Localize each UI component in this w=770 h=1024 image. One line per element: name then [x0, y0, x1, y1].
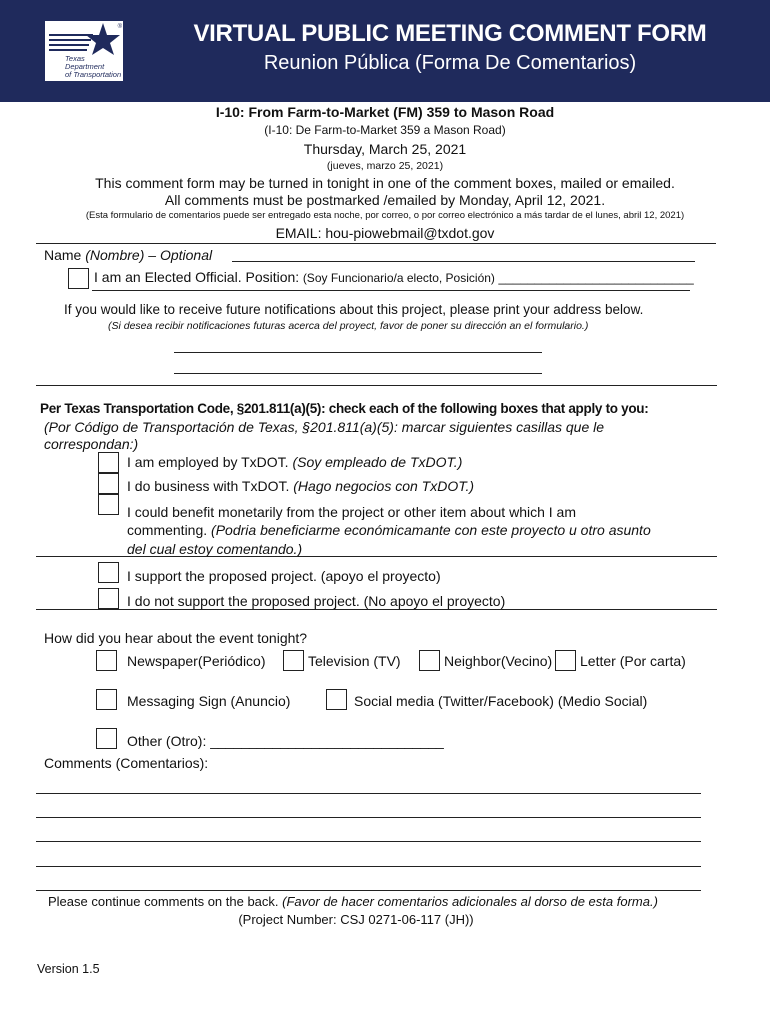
version-label: Version 1.5 [37, 962, 100, 976]
instructions-es: (Esta formulario de comentarios puede ser entregado esta noche, por correo, o por correo electrónico a más tardar de el lunes, abril 12, 2021) [85, 210, 685, 221]
other-checkbox[interactable] [96, 728, 117, 749]
television-checkbox[interactable] [283, 650, 304, 671]
txdot-logo [44, 20, 124, 82]
comment-input-line-2[interactable] [36, 817, 701, 818]
address-input-line-1[interactable] [174, 352, 542, 353]
comment-input-line-1[interactable] [36, 793, 701, 794]
employed-checkbox[interactable] [98, 452, 119, 473]
comment-input-line-5[interactable] [36, 890, 701, 891]
employed-label: I am employed by TxDOT. (Soy empleado de TxDOT.) [127, 454, 463, 470]
meeting-date-es: (jueves, marzo 25, 2021) [326, 160, 444, 172]
instructions-line-1: This comment form may be turned in tonight in one of the comment boxes, mailed or emailed. [95, 175, 675, 191]
project-title-es: (I-10: De Farm-to-Market 359 a Mason Road) [264, 123, 506, 137]
hear-question: How did you hear about the event tonight? [44, 630, 308, 646]
form-title: VIRTUAL PUBLIC MEETING COMMENT FORM [193, 20, 707, 47]
divider [92, 290, 690, 291]
not-support-label: I do not support the proposed project. (No apoyo el proyecto) [127, 593, 506, 609]
elected-official-checkbox[interactable] [68, 268, 89, 289]
project-title: I-10: From Farm-to-Market (FM) 359 to Mason Road [215, 104, 555, 120]
divider [36, 556, 717, 557]
code-heading-es-2: correspondan:) [44, 436, 139, 452]
position-input-line[interactable]: ___________________________ [498, 270, 694, 285]
address-prompt-es: (Si desea recibir notificaciones futuras acerca del proyect, favor de poner su dirección an el formulario.) [108, 320, 589, 332]
comment-input-line-3[interactable] [36, 841, 701, 842]
form-subtitle: Reunion Pública (Forma De Comentarios) [263, 52, 637, 74]
registered-mark: ® [117, 24, 122, 30]
support-label: I support the proposed project. (apoyo el proyecto) [127, 568, 441, 584]
comment-input-line-4[interactable] [36, 866, 701, 867]
newspaper-label: Newspaper(Periódico) [127, 653, 266, 669]
other-label[interactable]: Other (Otro): ______________________________ [127, 733, 444, 749]
divider [36, 385, 717, 386]
email-address[interactable]: EMAIL: hou-piowebmail@txdot.gov [275, 225, 495, 241]
letter-checkbox[interactable] [555, 650, 576, 671]
meeting-date: Thursday, March 25, 2021 [303, 141, 467, 157]
social-media-checkbox[interactable] [326, 689, 347, 710]
messaging-sign-checkbox[interactable] [96, 689, 117, 710]
business-label: I do business with TxDOT. (Hago negocios con TxDOT.) [127, 478, 475, 494]
newspaper-checkbox[interactable] [96, 650, 117, 671]
television-label: Television (TV) [308, 653, 401, 669]
messaging-sign-label: Messaging Sign (Anuncio) [127, 693, 291, 709]
neighbor-label: Neighbor(Vecino) [444, 653, 553, 669]
neighbor-checkbox[interactable] [419, 650, 440, 671]
elected-official-row: I am an Elected Official. Position: (Soy Funcionario/a electo, Posición) ___________________________ [94, 269, 694, 285]
address-prompt: If you would like to receive future notifications about this project, please print your address below. [64, 302, 644, 317]
code-heading-es-1: (Por Código de Transportación de Texas, §201.811(a)(5): marcar siguientes casillas que le [44, 419, 605, 435]
name-label-row: Name (Nombre) – Optional [44, 247, 213, 263]
business-checkbox[interactable] [98, 473, 119, 494]
project-number: (Project Number: CSJ 0271-06-117 (JH)) [238, 912, 474, 927]
code-heading: Per Texas Transportation Code, §201.811(a)(5): check each of the following boxes that apply to you: [40, 401, 649, 416]
social-media-label: Social media (Twitter/Facebook) (Medio Social) [354, 693, 648, 709]
logo-text: Texas Department of Transportation [65, 54, 122, 79]
address-input-line-2[interactable] [174, 373, 542, 374]
comments-label: Comments (Comentarios): [44, 755, 209, 771]
letter-label: Letter (Por carta) [580, 653, 686, 669]
benefit-line-2: commenting. (Podria beneficiarme económicamante con este proyecto u otro asunto [127, 522, 651, 538]
benefit-line-1: I could benefit monetarily from the project or other item about which I am [127, 504, 576, 520]
instructions-line-2: All comments must be postmarked /emailed by Monday, April 12, 2021. [164, 192, 606, 208]
divider [36, 609, 717, 610]
continue-note: Please continue comments on the back. (Favor de hacer comentarios adicionales al dorso de esta forma.) [48, 894, 658, 909]
name-input-line[interactable] [232, 261, 695, 262]
support-checkbox[interactable] [98, 562, 119, 583]
divider [36, 243, 716, 244]
benefit-line-3: del cual estoy comentando.) [127, 541, 303, 557]
benefit-checkbox[interactable] [98, 494, 119, 515]
not-support-checkbox[interactable] [98, 588, 119, 609]
